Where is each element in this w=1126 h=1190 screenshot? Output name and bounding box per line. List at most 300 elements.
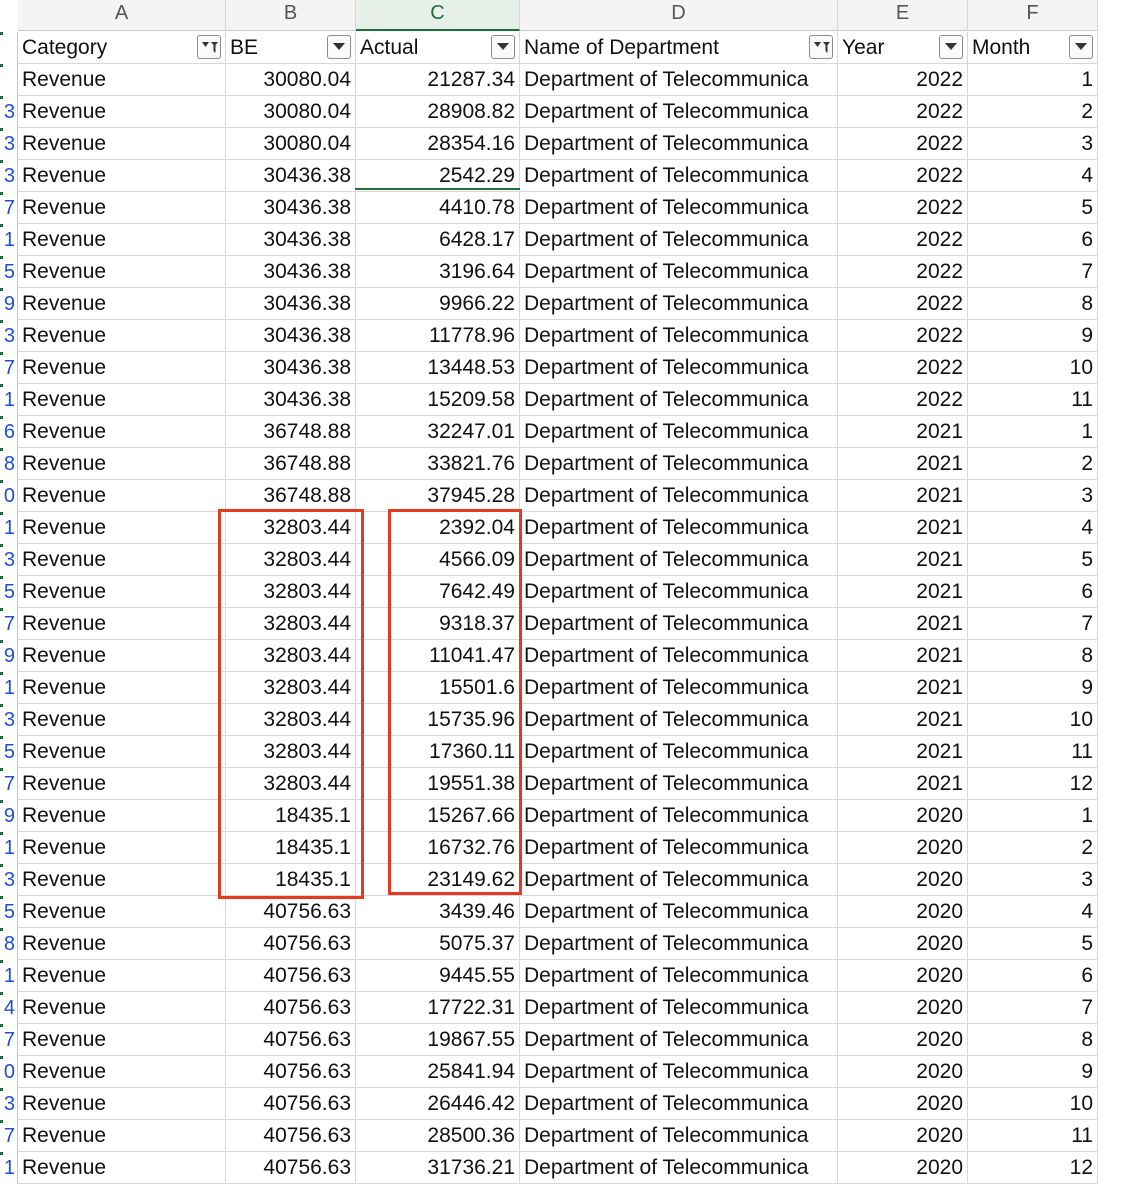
cell-category[interactable]: Revenue xyxy=(18,352,226,384)
cell-actual[interactable]: 9966.22 xyxy=(356,288,520,320)
cell-month[interactable]: 5 xyxy=(968,192,1098,224)
cell-be[interactable]: 30436.38 xyxy=(226,256,356,288)
cell-year[interactable]: 2022 xyxy=(838,320,968,352)
cell-year[interactable]: 2022 xyxy=(838,128,968,160)
cell-year[interactable]: 2021 xyxy=(838,640,968,672)
row-number[interactable]: 1 xyxy=(0,224,18,256)
cell-category[interactable]: Revenue xyxy=(18,416,226,448)
cell-actual[interactable]: 21287.34 xyxy=(356,64,520,96)
row-number[interactable]: 1 xyxy=(0,1152,18,1184)
cell-category[interactable]: Revenue xyxy=(18,384,226,416)
row-number[interactable]: 9 xyxy=(0,288,18,320)
cell-year[interactable]: 2022 xyxy=(838,256,968,288)
cell-category[interactable]: Revenue xyxy=(18,1088,226,1120)
row-number[interactable]: 9 xyxy=(0,800,18,832)
cell-year[interactable]: 2022 xyxy=(838,288,968,320)
cell-be[interactable]: 40756.63 xyxy=(226,1120,356,1152)
header-be[interactable] xyxy=(226,32,356,64)
cell-be[interactable]: 40756.63 xyxy=(226,960,356,992)
cell-category[interactable]: Revenue xyxy=(18,320,226,352)
cell-department[interactable]: Department of Telecommunica xyxy=(520,480,838,512)
filter-active-icon[interactable] xyxy=(197,35,221,59)
cell-actual[interactable]: 6428.17 xyxy=(356,224,520,256)
header-department-label: Name of Department xyxy=(524,36,719,59)
cell-department[interactable]: Department of Telecommunica xyxy=(520,992,838,1024)
cell-month[interactable]: 8 xyxy=(968,288,1098,320)
cell-be[interactable]: 30436.38 xyxy=(226,224,356,256)
cell-category[interactable]: Revenue xyxy=(18,224,226,256)
cell-month[interactable]: 6 xyxy=(968,224,1098,256)
row-number[interactable]: 0 xyxy=(0,480,18,512)
cell-month[interactable]: 8 xyxy=(968,640,1098,672)
table-row xyxy=(0,512,1100,544)
row-number[interactable]: 3 xyxy=(0,704,18,736)
cell-year[interactable]: 2022 xyxy=(838,64,968,96)
cell-year[interactable]: 2020 xyxy=(838,864,968,896)
cell-actual[interactable]: 17360.11 xyxy=(356,736,520,768)
cell-be[interactable]: 32803.44 xyxy=(226,544,356,576)
row-number[interactable]: 7 xyxy=(0,192,18,224)
row-number[interactable] xyxy=(0,64,18,96)
row-number[interactable] xyxy=(0,32,18,64)
row-number[interactable]: 1 xyxy=(0,672,18,704)
cell-department[interactable]: Department of Telecommunica xyxy=(520,800,838,832)
cell-category[interactable]: Revenue xyxy=(18,928,226,960)
row-number[interactable]: 3 xyxy=(0,320,18,352)
cell-actual[interactable]: 28908.82 xyxy=(356,96,520,128)
cell-department[interactable]: Department of Telecommunica xyxy=(520,608,838,640)
header-month-label: Month xyxy=(972,36,1031,59)
cell-year[interactable]: 2020 xyxy=(838,928,968,960)
cell-actual[interactable]: 11778.96 xyxy=(356,320,520,352)
cell-be[interactable]: 30080.04 xyxy=(226,64,356,96)
row-number[interactable]: 8 xyxy=(0,448,18,480)
cell-month[interactable]: 7 xyxy=(968,256,1098,288)
cell-actual[interactable]: 9445.55 xyxy=(356,960,520,992)
cell-category[interactable]: Revenue xyxy=(18,736,226,768)
cell-category[interactable]: Revenue xyxy=(18,1024,226,1056)
cell-year[interactable]: 2021 xyxy=(838,704,968,736)
table-row xyxy=(0,1120,1100,1152)
table-row xyxy=(0,160,1100,192)
table-row xyxy=(0,352,1100,384)
row-number[interactable]: 7 xyxy=(0,352,18,384)
cell-actual[interactable]: 23149.62 xyxy=(356,864,520,896)
table-row xyxy=(0,128,1100,160)
cell-department[interactable]: Department of Telecommunica xyxy=(520,1024,838,1056)
cell-be[interactable]: 30436.38 xyxy=(226,352,356,384)
cell-category[interactable]: Revenue xyxy=(18,768,226,800)
cell-month[interactable]: 10 xyxy=(968,352,1098,384)
cell-department[interactable]: Department of Telecommunica xyxy=(520,1120,838,1152)
header-category[interactable] xyxy=(18,32,226,64)
cell-month[interactable]: 10 xyxy=(968,1088,1098,1120)
row-number[interactable]: 4 xyxy=(0,992,18,1024)
header-department[interactable] xyxy=(520,32,838,64)
cell-month[interactable]: 12 xyxy=(968,768,1098,800)
column-header-a[interactable]: A xyxy=(18,0,226,31)
cell-actual[interactable]: 5075.37 xyxy=(356,928,520,960)
cell-be[interactable]: 40756.63 xyxy=(226,1056,356,1088)
cell-be[interactable]: 32803.44 xyxy=(226,672,356,704)
table-row xyxy=(0,704,1100,736)
cell-category[interactable]: Revenue xyxy=(18,864,226,896)
cell-month[interactable]: 6 xyxy=(968,960,1098,992)
table-row xyxy=(0,640,1100,672)
cell-department[interactable]: Department of Telecommunica xyxy=(520,1056,838,1088)
cell-category[interactable]: Revenue xyxy=(18,960,226,992)
row-number[interactable]: 3 xyxy=(0,544,18,576)
cell-actual[interactable]: 33821.76 xyxy=(356,448,520,480)
cell-department[interactable]: Department of Telecommunica xyxy=(520,576,838,608)
cell-department[interactable]: Department of Telecommunica xyxy=(520,672,838,704)
cell-month[interactable]: 1 xyxy=(968,416,1098,448)
cell-be[interactable]: 40756.63 xyxy=(226,1024,356,1056)
cell-actual[interactable]: 28354.16 xyxy=(356,128,520,160)
row-number[interactable]: 1 xyxy=(0,512,18,544)
dropdown-arrow-icon[interactable] xyxy=(1069,35,1093,59)
cell-be[interactable]: 40756.63 xyxy=(226,992,356,1024)
cell-month[interactable]: 5 xyxy=(968,544,1098,576)
row-number[interactable]: 8 xyxy=(0,928,18,960)
cell-year[interactable]: 2021 xyxy=(838,544,968,576)
table-row xyxy=(0,832,1100,864)
cell-month[interactable]: 3 xyxy=(968,128,1098,160)
cell-be[interactable]: 40756.63 xyxy=(226,928,356,960)
cell-month[interactable]: 11 xyxy=(968,1120,1098,1152)
table-row xyxy=(0,992,1100,1024)
cell-be[interactable]: 30436.38 xyxy=(226,192,356,224)
cell-department[interactable]: Department of Telecommunica xyxy=(520,896,838,928)
cell-category[interactable]: Revenue xyxy=(18,576,226,608)
column-header-c[interactable]: C xyxy=(356,0,520,31)
cell-actual[interactable]: 19551.38 xyxy=(356,768,520,800)
row-number[interactable]: 5 xyxy=(0,576,18,608)
cell-department[interactable]: Department of Telecommunica xyxy=(520,288,838,320)
cell-year[interactable]: 2021 xyxy=(838,672,968,704)
cell-year[interactable]: 2021 xyxy=(838,416,968,448)
table-row xyxy=(0,960,1100,992)
cell-be[interactable]: 18435.1 xyxy=(226,864,356,896)
cell-actual[interactable]: 26446.42 xyxy=(356,1088,520,1120)
cell-department[interactable]: Department of Telecommunica xyxy=(520,864,838,896)
cell-department[interactable]: Department of Telecommunica xyxy=(520,96,838,128)
cell-department[interactable]: Department of Telecommunica xyxy=(520,64,838,96)
row-number[interactable]: 6 xyxy=(0,416,18,448)
table-row xyxy=(0,928,1100,960)
cell-category[interactable]: Revenue xyxy=(18,256,226,288)
dropdown-arrow-icon[interactable] xyxy=(327,35,351,59)
cell-department[interactable]: Department of Telecommunica xyxy=(520,352,838,384)
table-row xyxy=(0,320,1100,352)
cell-month[interactable]: 12 xyxy=(968,1152,1098,1184)
cell-department[interactable]: Department of Telecommunica xyxy=(520,704,838,736)
header-month[interactable] xyxy=(968,32,1098,64)
cell-be[interactable]: 30436.38 xyxy=(226,320,356,352)
table-row xyxy=(0,384,1100,416)
cell-year[interactable]: 2020 xyxy=(838,1088,968,1120)
cell-month[interactable]: 11 xyxy=(968,736,1098,768)
cell-category[interactable]: Revenue xyxy=(18,544,226,576)
row-number[interactable]: 5 xyxy=(0,896,18,928)
cell-department[interactable]: Department of Telecommunica xyxy=(520,512,838,544)
cell-department[interactable]: Department of Telecommunica xyxy=(520,448,838,480)
cell-be[interactable]: 18435.1 xyxy=(226,832,356,864)
cell-be[interactable]: 32803.44 xyxy=(226,736,356,768)
dropdown-arrow-icon[interactable] xyxy=(939,35,963,59)
cell-be[interactable]: 30436.38 xyxy=(226,288,356,320)
table-row xyxy=(0,192,1100,224)
cell-actual[interactable]: 28500.36 xyxy=(356,1120,520,1152)
table-row xyxy=(0,96,1100,128)
cell-actual[interactable]: 9318.37 xyxy=(356,608,520,640)
cell-month[interactable]: 7 xyxy=(968,608,1098,640)
cell-category[interactable]: Revenue xyxy=(18,448,226,480)
cell-actual[interactable]: 15735.96 xyxy=(356,704,520,736)
cell-category[interactable]: Revenue xyxy=(18,704,226,736)
cell-be[interactable]: 36748.88 xyxy=(226,416,356,448)
header-be-label: BE xyxy=(230,36,259,59)
cell-year[interactable]: 2022 xyxy=(838,352,968,384)
cell-department[interactable]: Department of Telecommunica xyxy=(520,320,838,352)
table-row xyxy=(0,1152,1100,1184)
table-row xyxy=(0,480,1100,512)
column-header-d[interactable]: D xyxy=(520,0,838,31)
cell-be[interactable]: 32803.44 xyxy=(226,704,356,736)
table-row xyxy=(0,1056,1100,1088)
table-row xyxy=(0,576,1100,608)
row-number[interactable]: 3 xyxy=(0,160,18,192)
cell-be[interactable]: 36748.88 xyxy=(226,480,356,512)
row-number[interactable]: 7 xyxy=(0,608,18,640)
cell-actual[interactable]: 3439.46 xyxy=(356,896,520,928)
cell-be[interactable]: 30080.04 xyxy=(226,96,356,128)
cell-year[interactable]: 2021 xyxy=(838,768,968,800)
cell-year[interactable]: 2021 xyxy=(838,736,968,768)
cell-actual[interactable]: 15501.6 xyxy=(356,672,520,704)
cell-be[interactable]: 36748.88 xyxy=(226,448,356,480)
cell-month[interactable]: 9 xyxy=(968,320,1098,352)
cell-year[interactable]: 2021 xyxy=(838,480,968,512)
cell-actual[interactable]: 19867.55 xyxy=(356,1024,520,1056)
row-number[interactable]: 0 xyxy=(0,1056,18,1088)
cell-actual[interactable]: 32247.01 xyxy=(356,416,520,448)
cell-department[interactable]: Department of Telecommunica xyxy=(520,1152,838,1184)
cell-category[interactable]: Revenue xyxy=(18,160,226,192)
cell-month[interactable]: 1 xyxy=(968,64,1098,96)
cell-actual[interactable]: 4566.09 xyxy=(356,544,520,576)
column-header-f[interactable]: F xyxy=(968,0,1098,31)
cell-actual[interactable]: 15267.66 xyxy=(356,800,520,832)
table-row xyxy=(0,224,1100,256)
cell-year[interactable]: 2021 xyxy=(838,576,968,608)
dropdown-arrow-icon[interactable] xyxy=(491,35,515,59)
cell-actual[interactable]: 15209.58 xyxy=(356,384,520,416)
cell-category[interactable]: Revenue xyxy=(18,512,226,544)
row-number[interactable]: 3 xyxy=(0,128,18,160)
cell-actual[interactable]: 16732.76 xyxy=(356,832,520,864)
cell-actual[interactable]: 2542.29 xyxy=(356,160,520,192)
cell-month[interactable]: 6 xyxy=(968,576,1098,608)
cell-department[interactable]: Department of Telecommunica xyxy=(520,928,838,960)
row-number[interactable]: 5 xyxy=(0,256,18,288)
cell-actual[interactable]: 7642.49 xyxy=(356,576,520,608)
cell-be[interactable]: 30436.38 xyxy=(226,384,356,416)
cell-year[interactable]: 2021 xyxy=(838,512,968,544)
cell-month[interactable]: 4 xyxy=(968,512,1098,544)
table-row xyxy=(0,64,1100,96)
cell-category[interactable]: Revenue xyxy=(18,896,226,928)
cell-be[interactable]: 32803.44 xyxy=(226,640,356,672)
table-row xyxy=(0,1024,1100,1056)
table-row xyxy=(0,288,1100,320)
cell-department[interactable]: Department of Telecommunica xyxy=(520,1088,838,1120)
cell-category[interactable]: Revenue xyxy=(18,992,226,1024)
row-number[interactable]: 3 xyxy=(0,1088,18,1120)
cell-actual[interactable]: 17722.31 xyxy=(356,992,520,1024)
cell-year[interactable]: 2020 xyxy=(838,1024,968,1056)
cell-month[interactable]: 10 xyxy=(968,704,1098,736)
cell-actual[interactable]: 37945.28 xyxy=(356,480,520,512)
cell-department[interactable]: Department of Telecommunica xyxy=(520,128,838,160)
cell-year[interactable]: 2020 xyxy=(838,800,968,832)
cell-department[interactable]: Department of Telecommunica xyxy=(520,160,838,192)
cell-actual[interactable]: 11041.47 xyxy=(356,640,520,672)
cell-be[interactable]: 32803.44 xyxy=(226,768,356,800)
cell-be[interactable]: 30080.04 xyxy=(226,128,356,160)
cell-month[interactable]: 4 xyxy=(968,896,1098,928)
cell-actual[interactable]: 25841.94 xyxy=(356,1056,520,1088)
cell-department[interactable]: Department of Telecommunica xyxy=(520,544,838,576)
cell-category[interactable]: Revenue xyxy=(18,608,226,640)
cell-department[interactable]: Department of Telecommunica xyxy=(520,640,838,672)
row-number[interactable]: 9 xyxy=(0,640,18,672)
cell-year[interactable]: 2020 xyxy=(838,832,968,864)
cell-department[interactable]: Department of Telecommunica xyxy=(520,192,838,224)
table-row xyxy=(0,256,1100,288)
row-number[interactable]: 1 xyxy=(0,384,18,416)
cell-month[interactable]: 3 xyxy=(968,864,1098,896)
cell-department[interactable]: Department of Telecommunica xyxy=(520,384,838,416)
cell-year[interactable]: 2022 xyxy=(838,224,968,256)
row-number[interactable]: 1 xyxy=(0,832,18,864)
cell-year[interactable]: 2022 xyxy=(838,384,968,416)
cell-year[interactable]: 2022 xyxy=(838,192,968,224)
row-number[interactable]: 7 xyxy=(0,1024,18,1056)
cell-category[interactable]: Revenue xyxy=(18,1056,226,1088)
cell-department[interactable]: Department of Telecommunica xyxy=(520,736,838,768)
cell-category[interactable]: Revenue xyxy=(18,800,226,832)
cell-actual[interactable]: 31736.21 xyxy=(356,1152,520,1184)
row-number[interactable]: 7 xyxy=(0,1120,18,1152)
cell-department[interactable]: Department of Telecommunica xyxy=(520,224,838,256)
cell-category[interactable]: Revenue xyxy=(18,672,226,704)
cell-year[interactable]: 2020 xyxy=(838,1120,968,1152)
cell-year[interactable]: 2022 xyxy=(838,96,968,128)
cell-year[interactable]: 2022 xyxy=(838,160,968,192)
row-number[interactable]: 3 xyxy=(0,96,18,128)
cell-month[interactable]: 4 xyxy=(968,160,1098,192)
cell-category[interactable]: Revenue xyxy=(18,64,226,96)
cell-month[interactable]: 3 xyxy=(968,480,1098,512)
cell-actual[interactable]: 13448.53 xyxy=(356,352,520,384)
header-year-label: Year xyxy=(842,36,885,59)
cell-month[interactable]: 9 xyxy=(968,1056,1098,1088)
header-row xyxy=(0,32,1100,64)
cell-month[interactable]: 2 xyxy=(968,96,1098,128)
cell-category[interactable]: Revenue xyxy=(18,480,226,512)
cell-month[interactable]: 7 xyxy=(968,992,1098,1024)
cell-year[interactable]: 2020 xyxy=(838,896,968,928)
cell-category[interactable]: Revenue xyxy=(18,832,226,864)
cell-actual[interactable]: 4410.78 xyxy=(356,192,520,224)
cell-be[interactable]: 32803.44 xyxy=(226,608,356,640)
row-number[interactable]: 5 xyxy=(0,736,18,768)
cell-actual[interactable]: 3196.64 xyxy=(356,256,520,288)
cell-be[interactable]: 32803.44 xyxy=(226,512,356,544)
cell-category[interactable]: Revenue xyxy=(18,1152,226,1184)
cell-month[interactable]: 11 xyxy=(968,384,1098,416)
cell-department[interactable]: Department of Telecommunica xyxy=(520,960,838,992)
row-number[interactable]: 7 xyxy=(0,768,18,800)
table-row xyxy=(0,800,1100,832)
cell-month[interactable]: 2 xyxy=(968,448,1098,480)
cell-selection-border xyxy=(355,188,520,190)
row-number[interactable]: 1 xyxy=(0,960,18,992)
cell-month[interactable]: 2 xyxy=(968,832,1098,864)
cell-department[interactable]: Department of Telecommunica xyxy=(520,416,838,448)
cell-year[interactable]: 2020 xyxy=(838,960,968,992)
cell-actual[interactable]: 2392.04 xyxy=(356,512,520,544)
cell-month[interactable]: 9 xyxy=(968,672,1098,704)
cell-year[interactable]: 2021 xyxy=(838,448,968,480)
cell-category[interactable]: Revenue xyxy=(18,192,226,224)
cell-department[interactable]: Department of Telecommunica xyxy=(520,256,838,288)
column-header-e[interactable]: E xyxy=(838,0,968,31)
cell-be[interactable]: 18435.1 xyxy=(226,800,356,832)
cell-category[interactable]: Revenue xyxy=(18,96,226,128)
column-header-b[interactable]: B xyxy=(226,0,356,31)
header-actual[interactable] xyxy=(356,32,520,64)
cell-category[interactable]: Revenue xyxy=(18,288,226,320)
table-row xyxy=(0,416,1100,448)
row-number[interactable]: 3 xyxy=(0,864,18,896)
header-year[interactable] xyxy=(838,32,968,64)
cell-be[interactable]: 32803.44 xyxy=(226,576,356,608)
cell-category[interactable]: Revenue xyxy=(18,128,226,160)
cell-be[interactable]: 40756.63 xyxy=(226,1152,356,1184)
cell-department[interactable]: Department of Telecommunica xyxy=(520,832,838,864)
cell-month[interactable]: 5 xyxy=(968,928,1098,960)
cell-month[interactable]: 8 xyxy=(968,1024,1098,1056)
cell-department[interactable]: Department of Telecommunica xyxy=(520,768,838,800)
cell-be[interactable]: 40756.63 xyxy=(226,896,356,928)
table-row xyxy=(0,1088,1100,1120)
cell-year[interactable]: 2020 xyxy=(838,1056,968,1088)
cell-month[interactable]: 1 xyxy=(968,800,1098,832)
cell-category[interactable]: Revenue xyxy=(18,640,226,672)
cell-year[interactable]: 2021 xyxy=(838,608,968,640)
cell-year[interactable]: 2020 xyxy=(838,992,968,1024)
cell-be[interactable]: 40756.63 xyxy=(226,1088,356,1120)
table-row xyxy=(0,448,1100,480)
header-actual-label: Actual xyxy=(360,36,419,59)
cell-be[interactable]: 30436.38 xyxy=(226,160,356,192)
filter-active-icon[interactable] xyxy=(809,35,833,59)
table-row xyxy=(0,896,1100,928)
cell-category[interactable]: Revenue xyxy=(18,1120,226,1152)
cell-year[interactable]: 2020 xyxy=(838,1152,968,1184)
